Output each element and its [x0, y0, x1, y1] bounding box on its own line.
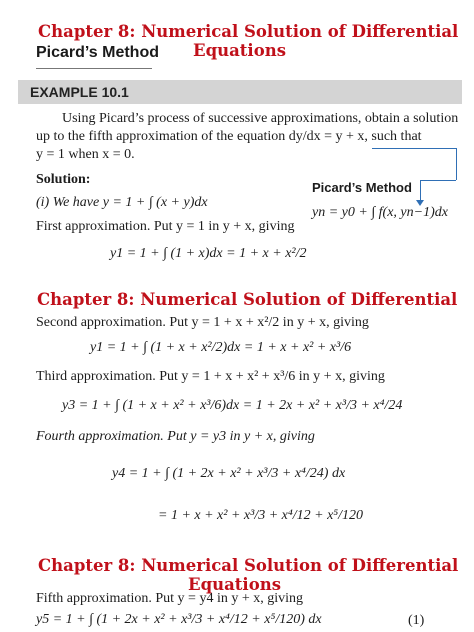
picard-formula: yn = y0 + ∫ f(x, yn−1)dx: [312, 205, 448, 220]
chapter-title: Chapter 8: Numerical Solution of Differential: [37, 290, 458, 309]
chapter-title-line1: Chapter 8: Numerical Solution of Differential: [38, 556, 459, 575]
example-bar: [18, 80, 462, 104]
step-1-equation: (i) We have y = 1 + ∫ (x + y)dx: [36, 195, 208, 210]
equation-number: (1): [408, 613, 425, 628]
fifth-approximation-text: Fifth approximation. Put y = y4 in y + x, giving: [36, 591, 304, 606]
connector-line: [372, 148, 457, 149]
chapter-title-line2: Equations: [193, 41, 286, 60]
second-approximation-text: Second approximation. Put y = 1 + x + x²/2 in y + x, giving: [36, 315, 369, 330]
connector-line: [420, 180, 421, 202]
third-approximation-text: Third approximation. Put y = 1 + x + x² + x³/6 in y + x, giving: [36, 369, 385, 384]
connector-line: [456, 148, 457, 180]
section-underline: [36, 68, 152, 69]
slide-1: [0, 0, 474, 288]
slide-2: [0, 288, 474, 550]
y5-equation: y5 = 1 + ∫ (1 + 2x + x² + x³/3 + x⁴/12 + x⁵/120) dx: [36, 612, 322, 627]
problem-line-2: up to the fifth approximation of the equation dy/dx = y + x, such that: [36, 129, 422, 144]
connector-line: [420, 180, 456, 181]
first-approximation-text: First approximation. Put y = 1 in y + x, giving: [36, 219, 295, 234]
picard-method-label: Picard’s Method: [312, 180, 412, 195]
solution-label: Solution:: [36, 172, 91, 187]
problem-line-1: Using Picard’s process of successive approximations, obtain a solution: [62, 111, 459, 126]
y3-equation: y3 = 1 + ∫ (1 + x + x² + x³/6)dx = 1 + 2x + x² + x³/3 + x⁴/24: [62, 398, 403, 413]
example-label: EXAMPLE 10.1: [30, 84, 129, 100]
y2-equation: y1 = 1 + ∫ (1 + x + x²/2)dx = 1 + x + x² + x³/6: [90, 340, 352, 355]
section-title: Picard’s Method: [36, 44, 159, 61]
problem-line-3: y = 1 when x = 0.: [36, 147, 135, 162]
chapter-title-line1: Chapter 8: Numerical Solution of Differential: [38, 22, 459, 41]
y4-equation: y4 = 1 + ∫ (1 + 2x + x² + x³/3 + x⁴/24) dx: [112, 466, 346, 481]
slide-3: [0, 550, 474, 632]
y1-equation: y1 = 1 + ∫ (1 + x)dx = 1 + x + x²/2: [110, 246, 307, 261]
y4-result: = 1 + x + x² + x³/3 + x⁴/12 + x⁵/120: [158, 508, 364, 523]
fourth-approximation-text: Fourth approximation. Put y = y3 in y + x, giving: [36, 429, 315, 444]
chapter-title-line2: Equations: [188, 575, 281, 594]
